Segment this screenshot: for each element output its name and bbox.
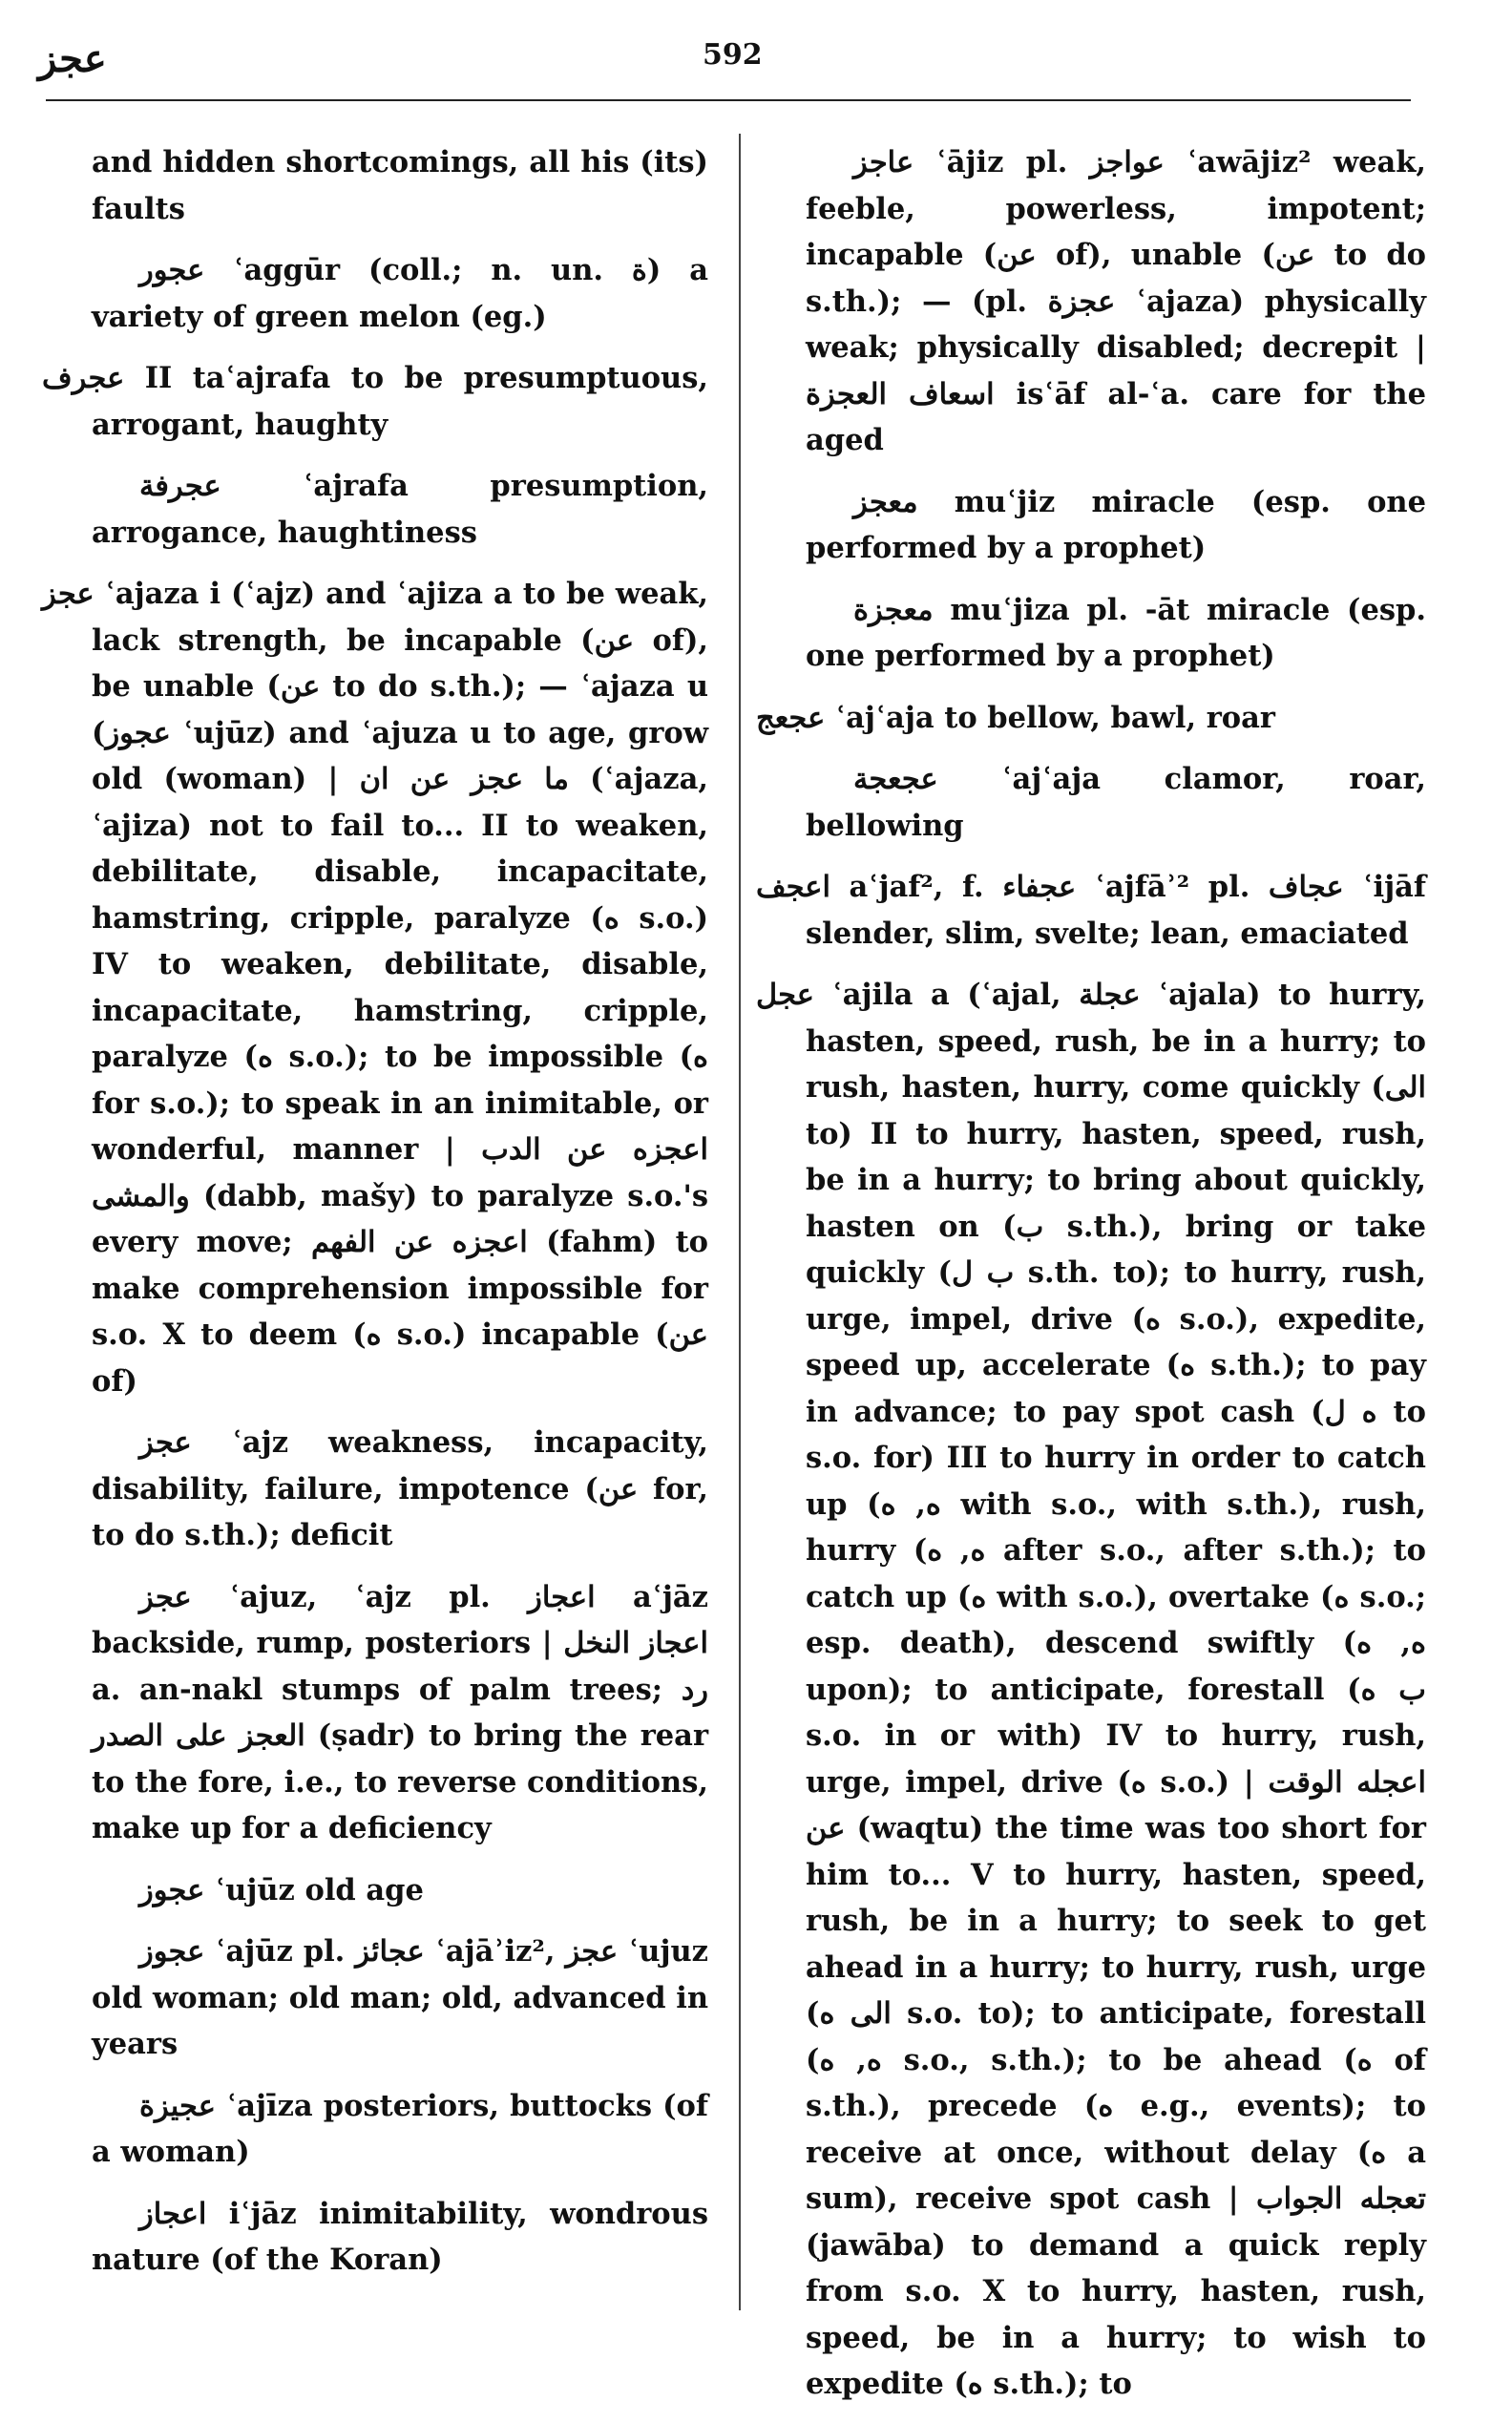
header-rule [46, 99, 1411, 101]
page-number: 592 [703, 38, 763, 72]
right-column [756, 139, 1427, 2423]
left-column [42, 139, 709, 2299]
guide-word: عجز [38, 36, 107, 81]
entry-root-ajaza: عجز ʿajaza i (ʿajz) and ʿajiza a to be weak, lack strength, be incapable (عن of), be unable (عن to do s.th.); — ʿajaza u (عجوز ʿujūz) and ʿajuza u to age, grow old (woman) | ما عجز عن ان (ʿajaza, ʿajiza) not to fail to... II to weaken, debilitate, disable, incapacitate, hamstring, cripple, paralyze (ه s.o.) IV to weaken, debilitate, disable, incapacitate, hamstring, cripple, paralyze (ه s.o.); to be impossible (ه for s.o.); to speak in an inimitable, or wonderful, manner | اعجزه عن الدب والمشى (dabb, mašy) to paralyze s.o.'s every move; اعجزه عن الفهم (fahm) to make comprehension impossible for s.o. X to deem (ه s.o.) incapable (عن of) [42, 577, 709, 1399]
entry-ajrafa: عجرفة ʿajrafa presumption, arrogance, haughtiness [92, 469, 708, 550]
entry-ajaja-noun: عجعجة ʿajʿaja clamor, roar, bellowing [806, 762, 1426, 843]
entry-aggur: عجور ʿaggūr (coll.; n. un. ة) a variety of green melon (eg.) [92, 253, 709, 334]
entry-root-ajrafa: عجرف II taʿajrafa to be presumptuous, arrogant, haughty [42, 361, 708, 442]
column-divider [739, 134, 741, 2310]
entry-root-ajaja: عجعج ʿajʿaja to bellow, bawl, roar [756, 700, 1275, 735]
entry-ijaz: اعجاز iʿjāz inimitability, wondrous nature (of the Koran) [92, 2196, 708, 2277]
entry-root-ajaf: اعجف aʿjaf², f. عجفاء ʿajfāʾ² pl. عجاف ʿijāf slender, slim, svelte; lean, emaciated [756, 870, 1426, 951]
entry-ajz: عجز ʿajz weakness, incapacity, disability, failure, impotence (عن for, to do s.th.); deficit [92, 1425, 708, 1552]
entry-ujuz: عجوز ʿujūz old age [139, 1872, 424, 1907]
entry-ajuz: عجز ʿajuz, ʿajz pl. اعجاز aʿjāz backside, rump, posteriors | اعجاز النخل a. an-nakl stumps of palm trees; رد العجز على الصدر (ṣadr) to bring the rear to the fore, i.e., to reverse conditions, make up for a deficiency [92, 1579, 709, 1845]
entry-continuation: and hidden shortcomings, all his (its) faults [92, 145, 708, 226]
entry-ajiz: عاجز ʿājiz pl. عواجز ʿawājiz² weak, feeble, powerless, impotent; incapable (عن of), unable (عن to do s.th.); — (pl. عجزة ʿajaza) physically weak; physically disabled; decrepit | اسعاف العجزة isʿāf al-ʿa. care for the aged [806, 145, 1427, 457]
entry-mujiz: معجز muʿjiz miracle (esp. one performed by a prophet) [806, 484, 1426, 565]
entry-ajuz-old-woman: عجوز ʿajūz pl. عجائز ʿajāʾiz², عجز ʿujuz old woman; old man; old, advanced in years [92, 1934, 708, 2061]
entry-mujiza: معجزة muʿjiza pl. -āt miracle (esp. one performed by a prophet) [806, 592, 1426, 673]
entry-root-ajila: عجل ʿajila a (ʿajal, عجلة ʿajala) to hurry, hasten, speed, rush, be in a hurry; to rush, hasten, hurry, come quickly (الى to) II to hurry, hasten, speed, rush, be in a hurry; to bring about quickly, hasten on (ب s.th.), bring or take quickly (ب ل s.th. to); to hurry, rush, urge, impel, drive (ه s.o.), expedite, speed up, accelerate (ه s.th.); to pay in advance; to pay spot cash (ه ل to s.o. for) III to hurry in order to catch up (ه, ه with s.o., with s.th.), rush, hurry (ه, ه after s.o., after s.th.); to catch up (ه with s.o.), overtake (ه s.o.; esp. death), descend swiftly (ه, ه upon); to anticipate, forestall (ب ه s.o. in or with) IV to hurry, rush, urge, impel, drive (ه s.o.) | اعجله الوقت عن (waqtu) the time was too short for him to... V to hurry, hasten, speed, rush, be in a hurry; to seek to get ahead in a hurry; to hurry, rush, urge (الى ه s.o. to); to anticipate, forestall (ه, ه s.o., s.th.); to be ahead (ه of s.th.), precede (ه e.g., events); to receive at once, without delay (ه a sum), receive spot cash | تعجله الجواب (jawāba) to demand a quick reply from s.o. X to hurry, hasten, rush, speed, be in a hurry; to wish to expedite (ه s.th.); to [756, 978, 1426, 2401]
entry-ajiza: عجيزة ʿajīza posteriors, buttocks (of a woman) [92, 2088, 708, 2169]
page-header [0, 0, 1512, 105]
